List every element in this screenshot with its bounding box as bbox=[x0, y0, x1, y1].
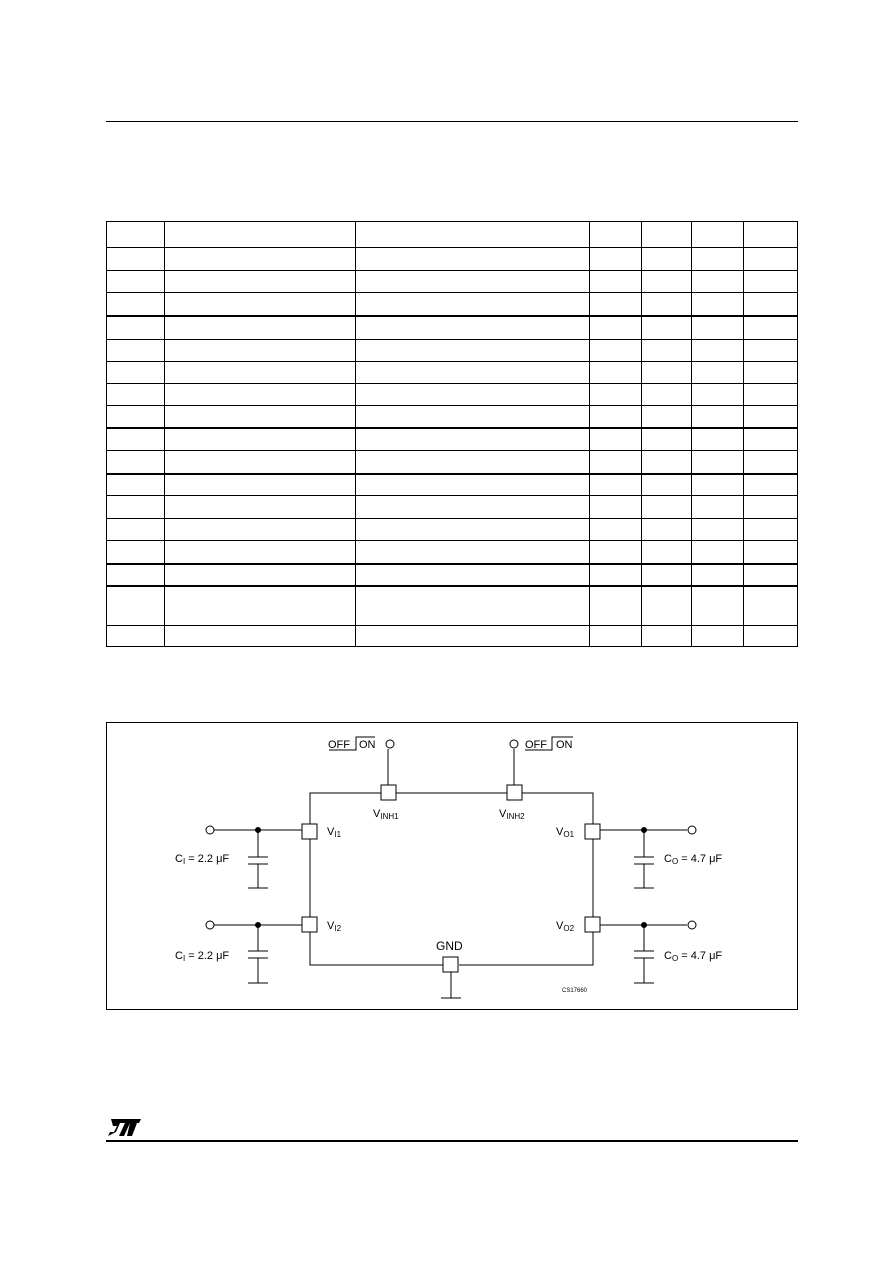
ground-symbol bbox=[441, 972, 461, 998]
terminal-in2 bbox=[206, 921, 214, 929]
table-cell bbox=[107, 384, 165, 406]
table-cell bbox=[356, 222, 590, 248]
table-cell bbox=[692, 474, 744, 496]
table-cell bbox=[744, 384, 798, 406]
table-row bbox=[107, 316, 798, 339]
wire-bottom-right bbox=[459, 931, 593, 965]
table-row bbox=[107, 496, 798, 518]
cap-co2 bbox=[634, 925, 654, 983]
table-cell bbox=[356, 564, 590, 586]
table-cell bbox=[165, 564, 356, 586]
pin-vo1 bbox=[585, 824, 600, 839]
table-cell bbox=[590, 450, 642, 473]
terminal-inh2 bbox=[510, 740, 518, 748]
table-cell bbox=[107, 564, 165, 586]
table-cell bbox=[692, 540, 744, 563]
table-cell bbox=[642, 564, 692, 586]
table-cell bbox=[107, 222, 165, 248]
table-cell bbox=[692, 564, 744, 586]
table-cell bbox=[590, 339, 642, 361]
table-cell bbox=[107, 518, 165, 540]
table-cell bbox=[590, 474, 642, 496]
table-cell bbox=[356, 474, 590, 496]
figure-code: CS17660 bbox=[562, 988, 588, 994]
table-cell bbox=[107, 474, 165, 496]
table-cell bbox=[642, 496, 692, 518]
table-cell bbox=[356, 316, 590, 339]
table-row bbox=[107, 406, 798, 428]
pin-vinh2 bbox=[507, 785, 522, 800]
table-cell bbox=[107, 361, 165, 383]
label-vi1: VI1 bbox=[327, 826, 342, 839]
table-cell bbox=[692, 248, 744, 270]
co2-value: CO = 4.7 μF bbox=[664, 950, 723, 963]
table-cell bbox=[590, 292, 642, 315]
table-row bbox=[107, 450, 798, 473]
table-cell bbox=[692, 586, 744, 625]
label-vi2: VI2 bbox=[327, 920, 342, 933]
table-cell bbox=[692, 384, 744, 406]
table-cell bbox=[107, 316, 165, 339]
table-cell bbox=[107, 292, 165, 315]
label-vinh1: VINH1 bbox=[373, 808, 399, 821]
terminal-in1 bbox=[206, 826, 214, 834]
table-row bbox=[107, 625, 798, 646]
table-cell bbox=[356, 496, 590, 518]
table-cell bbox=[692, 361, 744, 383]
table-cell bbox=[744, 564, 798, 586]
cap-ci2 bbox=[248, 925, 268, 983]
terminal-out2 bbox=[688, 921, 696, 929]
spec-table-body bbox=[107, 222, 798, 647]
table-cell bbox=[642, 428, 692, 450]
label-vo2: VO2 bbox=[556, 920, 575, 933]
spec-table bbox=[106, 221, 798, 647]
table-cell bbox=[642, 339, 692, 361]
table-cell bbox=[356, 292, 590, 315]
table-cell bbox=[165, 540, 356, 563]
table-cell bbox=[744, 316, 798, 339]
table-cell bbox=[165, 586, 356, 625]
table-cell bbox=[165, 450, 356, 473]
on-label-2: ON bbox=[556, 739, 573, 751]
table-cell bbox=[165, 292, 356, 315]
table-cell bbox=[642, 222, 692, 248]
table-row bbox=[107, 339, 798, 361]
table-cell bbox=[590, 540, 642, 563]
table-cell bbox=[356, 586, 590, 625]
table-cell bbox=[692, 270, 744, 292]
table-cell bbox=[642, 474, 692, 496]
table-cell bbox=[590, 586, 642, 625]
table-row bbox=[107, 564, 798, 586]
table-cell bbox=[692, 222, 744, 248]
table-cell bbox=[107, 625, 165, 646]
pin-vi2 bbox=[302, 917, 317, 932]
table-cell bbox=[590, 361, 642, 383]
off-label-1: OFF bbox=[328, 739, 350, 751]
table-cell bbox=[107, 270, 165, 292]
table-cell bbox=[692, 450, 744, 473]
table-row bbox=[107, 248, 798, 270]
table-cell bbox=[744, 222, 798, 248]
table-cell bbox=[744, 339, 798, 361]
top-rule bbox=[106, 121, 798, 122]
table-cell bbox=[692, 339, 744, 361]
pin-vo2 bbox=[585, 917, 600, 932]
table-cell bbox=[107, 406, 165, 428]
table-cell bbox=[590, 316, 642, 339]
cap-co1 bbox=[634, 830, 654, 888]
table-cell bbox=[744, 625, 798, 646]
table-cell bbox=[590, 384, 642, 406]
table-cell bbox=[744, 361, 798, 383]
table-cell bbox=[356, 518, 590, 540]
label-vo1: VO1 bbox=[556, 826, 575, 839]
table-cell bbox=[107, 339, 165, 361]
table-row bbox=[107, 361, 798, 383]
table-cell bbox=[356, 428, 590, 450]
table-cell bbox=[642, 361, 692, 383]
table-cell bbox=[744, 450, 798, 473]
table-row bbox=[107, 474, 798, 496]
table-cell bbox=[165, 270, 356, 292]
st-logo bbox=[108, 1117, 142, 1137]
table-cell bbox=[356, 339, 590, 361]
table-cell bbox=[642, 384, 692, 406]
table-cell bbox=[642, 406, 692, 428]
table-cell bbox=[107, 428, 165, 450]
table-cell bbox=[107, 450, 165, 473]
table-cell bbox=[642, 292, 692, 315]
table-cell bbox=[590, 406, 642, 428]
table-cell bbox=[107, 540, 165, 563]
table-cell bbox=[642, 270, 692, 292]
circuit-figure bbox=[106, 722, 798, 1010]
table-row bbox=[107, 518, 798, 540]
table-cell bbox=[590, 248, 642, 270]
table-cell bbox=[165, 248, 356, 270]
table-cell bbox=[590, 496, 642, 518]
table-cell bbox=[590, 222, 642, 248]
table-cell bbox=[744, 428, 798, 450]
bottom-rule bbox=[106, 1140, 798, 1142]
ci1-value: CI = 2.2 μF bbox=[175, 853, 230, 866]
table-cell bbox=[692, 292, 744, 315]
table-row bbox=[107, 384, 798, 406]
table-cell bbox=[744, 248, 798, 270]
table-cell bbox=[642, 540, 692, 563]
table-cell bbox=[356, 625, 590, 646]
table-cell bbox=[590, 625, 642, 646]
table-cell bbox=[107, 496, 165, 518]
circuit-diagram bbox=[107, 723, 797, 1009]
table-cell bbox=[165, 625, 356, 646]
table-cell bbox=[590, 564, 642, 586]
table-cell bbox=[642, 586, 692, 625]
table-cell bbox=[744, 292, 798, 315]
table-cell bbox=[692, 518, 744, 540]
terminal-inh1 bbox=[386, 740, 394, 748]
pin-vi1 bbox=[302, 824, 317, 839]
wire-bottom-left bbox=[310, 931, 443, 965]
label-vinh2: VINH2 bbox=[499, 808, 525, 821]
table-cell bbox=[165, 384, 356, 406]
table-cell bbox=[356, 450, 590, 473]
table-cell bbox=[692, 625, 744, 646]
table-cell bbox=[165, 406, 356, 428]
table-cell bbox=[642, 450, 692, 473]
table-cell bbox=[356, 248, 590, 270]
table-cell bbox=[590, 518, 642, 540]
table-cell bbox=[642, 316, 692, 339]
table-cell bbox=[744, 496, 798, 518]
label-gnd: GND bbox=[436, 939, 463, 953]
table-row bbox=[107, 540, 798, 563]
table-cell bbox=[165, 222, 356, 248]
table-row bbox=[107, 586, 798, 625]
table-cell bbox=[165, 428, 356, 450]
table-row bbox=[107, 270, 798, 292]
table-cell bbox=[165, 316, 356, 339]
table-row bbox=[107, 292, 798, 315]
cap-ci1 bbox=[248, 830, 268, 888]
table-cell bbox=[590, 428, 642, 450]
pin-vinh1 bbox=[381, 785, 396, 800]
terminal-out1 bbox=[688, 826, 696, 834]
on-label-1: ON bbox=[359, 739, 376, 751]
table-cell bbox=[356, 406, 590, 428]
table-cell bbox=[165, 361, 356, 383]
table-cell bbox=[165, 518, 356, 540]
off-label-2: OFF bbox=[525, 739, 547, 751]
table-cell bbox=[744, 586, 798, 625]
table-cell bbox=[356, 270, 590, 292]
table-cell bbox=[165, 474, 356, 496]
table-cell bbox=[642, 625, 692, 646]
table-cell bbox=[744, 406, 798, 428]
table-cell bbox=[356, 540, 590, 563]
table-cell bbox=[642, 248, 692, 270]
table-cell bbox=[692, 428, 744, 450]
table-row bbox=[107, 428, 798, 450]
table-cell bbox=[744, 540, 798, 563]
ci2-value: CI = 2.2 μF bbox=[175, 950, 230, 963]
table-cell bbox=[692, 406, 744, 428]
table-cell bbox=[692, 316, 744, 339]
table-cell bbox=[356, 361, 590, 383]
table-cell bbox=[744, 518, 798, 540]
table-cell bbox=[692, 496, 744, 518]
table-cell bbox=[165, 339, 356, 361]
table-cell bbox=[744, 270, 798, 292]
table-cell bbox=[356, 384, 590, 406]
table-cell bbox=[590, 270, 642, 292]
pin-gnd bbox=[443, 957, 458, 972]
table-cell bbox=[744, 474, 798, 496]
table-cell bbox=[642, 518, 692, 540]
table-cell bbox=[165, 496, 356, 518]
table-cell bbox=[107, 586, 165, 625]
co1-value: CO = 4.7 μF bbox=[664, 853, 723, 866]
table-cell bbox=[107, 248, 165, 270]
table-row bbox=[107, 222, 798, 248]
